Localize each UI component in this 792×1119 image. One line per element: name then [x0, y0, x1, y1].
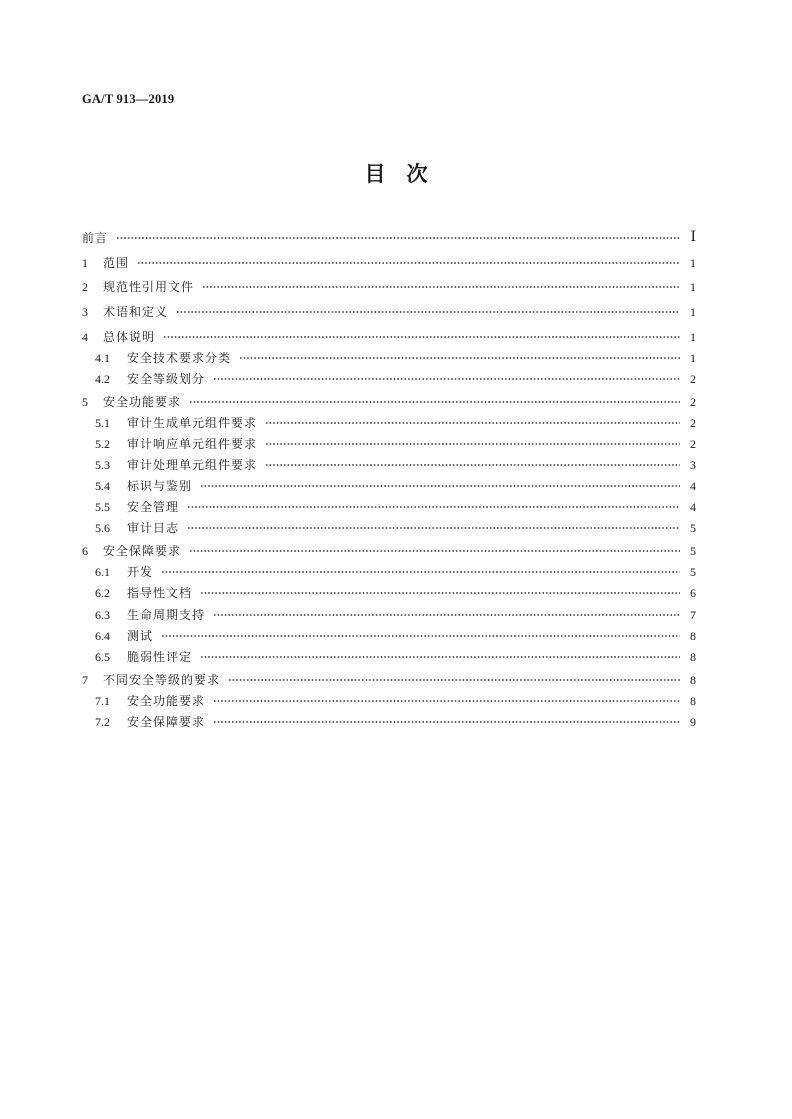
toc-entry-page-number: 1	[690, 329, 696, 344]
toc-dot-leader	[161, 571, 680, 573]
toc-entry-number: 7	[82, 672, 88, 687]
toc-entry[interactable]	[82, 454, 696, 475]
toc-entry-page-number: 1	[690, 350, 696, 365]
toc-entry-label: 安全功能要求	[127, 693, 206, 708]
toc-dot-leader	[116, 237, 680, 239]
toc-entry-page-number: 5	[690, 521, 696, 536]
toc-entry[interactable]	[82, 347, 696, 368]
toc-dot-leader	[137, 262, 680, 264]
toc-entry-label: 测试	[127, 628, 154, 643]
toc-dot-leader	[213, 721, 680, 723]
toc-entry-number: 6.1	[95, 565, 110, 580]
toc-entry[interactable]	[82, 690, 696, 711]
toc-dot-leader	[200, 592, 680, 594]
toc-entry-number: 5.4	[95, 479, 110, 494]
toc-entry[interactable]	[82, 368, 696, 389]
toc-dot-leader	[202, 286, 680, 288]
toc-dot-leader	[228, 679, 680, 681]
toc-dot-leader	[189, 550, 680, 552]
toc-entry-label: 开发	[127, 565, 154, 580]
toc-entry-page-number: 1	[690, 305, 696, 320]
toc-entry-number: 5.3	[95, 457, 110, 472]
toc-entry-page-number: 2	[690, 371, 696, 386]
toc-entry[interactable]	[82, 389, 696, 414]
toc-entry-number: 5.5	[95, 500, 110, 515]
toc-dot-leader	[187, 506, 680, 508]
toc-entry-number: 4.2	[95, 371, 110, 386]
toc-dot-leader	[213, 614, 680, 616]
toc-dot-leader	[265, 422, 680, 424]
toc-entry-number: 5.2	[95, 436, 110, 451]
toc-dot-leader	[265, 464, 680, 466]
toc-entry-label: 审计生成单元组件要求	[127, 415, 258, 430]
toc-entry-number: 5.1	[95, 415, 110, 430]
toc-dot-leader	[176, 311, 680, 313]
toc-entry[interactable]	[82, 604, 696, 625]
toc-entry-page-number: 1	[690, 255, 696, 270]
toc-dot-leader	[213, 378, 680, 380]
toc-entry-number: 6.4	[95, 628, 110, 643]
toc-entry-label: 脆弱性评定	[127, 650, 193, 664]
table-of-contents	[82, 226, 696, 733]
toc-entry-number: 6.2	[95, 586, 110, 601]
toc-entry-page-number: 4	[690, 500, 696, 515]
toc-entry-page-number: Ⅰ	[690, 230, 696, 246]
toc-entry[interactable]	[82, 412, 696, 433]
toc-entry[interactable]	[82, 433, 696, 454]
toc-entry-label: 范围	[103, 255, 130, 270]
toc-entry-page-number: 1	[690, 280, 696, 295]
toc-entry-label: 安全等级划分	[127, 371, 206, 386]
toc-dot-leader	[189, 401, 680, 403]
toc-entry-label: 总体说明	[103, 329, 156, 344]
toc-entry[interactable]	[82, 324, 696, 349]
toc-entry-page-number: 2	[690, 415, 696, 430]
toc-entry-number: 5	[82, 394, 88, 409]
toc-dot-leader	[200, 656, 680, 658]
toc-entry-label: 审计响应单元组件要求	[127, 436, 258, 451]
toc-entry-page-number: 2	[690, 436, 696, 451]
toc-entry-number: 4	[82, 329, 88, 344]
toc-dot-leader	[239, 357, 680, 359]
toc-entry[interactable]	[82, 583, 696, 604]
toc-entry-label: 安全功能要求	[103, 394, 182, 409]
toc-entry-label: 前言	[82, 231, 109, 246]
toc-dot-leader	[161, 635, 680, 637]
toc-entry-number: 6.5	[95, 650, 110, 664]
toc-entry-label: 不同安全等级的要求	[103, 672, 221, 687]
toc-entry-number: 2	[82, 280, 88, 295]
toc-entry[interactable]	[82, 625, 696, 646]
toc-entry[interactable]	[82, 539, 696, 564]
toc-entry[interactable]	[82, 300, 696, 325]
toc-entry[interactable]	[82, 711, 696, 732]
toc-entry-number: 3	[82, 305, 88, 320]
toc-entry-page-number: 5	[690, 565, 696, 580]
toc-entry[interactable]	[82, 226, 696, 251]
toc-entry-page-number: 2	[690, 394, 696, 409]
toc-entry-label: 术语和定义	[103, 305, 169, 320]
toc-entry[interactable]	[82, 497, 696, 518]
toc-entry[interactable]	[82, 668, 696, 693]
toc-entry-label: 安全保障要求	[127, 714, 206, 729]
toc-entry-page-number: 8	[690, 693, 696, 708]
toc-dot-leader	[265, 443, 680, 445]
toc-entry-label: 指导性文档	[127, 586, 193, 601]
toc-dot-leader	[213, 700, 680, 702]
toc-entry[interactable]	[82, 518, 696, 539]
toc-entry-page-number: 4	[690, 479, 696, 494]
toc-entry-number: 6	[82, 544, 88, 559]
toc-entry-label: 审计日志	[127, 521, 180, 536]
toc-entry-page-number: 9	[690, 714, 696, 729]
document-code: GA/T 913—2019	[82, 92, 175, 106]
toc-entry-number: 6.3	[95, 607, 110, 622]
toc-entry-number: 1	[82, 255, 88, 270]
toc-entry-label: 生命周期支持	[127, 607, 206, 622]
toc-entry-page-number: 8	[690, 672, 696, 687]
toc-entry-label: 安全管理	[127, 500, 180, 515]
toc-dot-leader	[187, 527, 680, 529]
toc-entry-page-number: 8	[690, 650, 696, 664]
toc-entry-label: 安全技术要求分类	[127, 350, 232, 365]
toc-entry-page-number: 8	[690, 628, 696, 643]
toc-entry-page-number: 6	[690, 586, 696, 601]
toc-entry-number: 5.6	[95, 521, 110, 536]
toc-entry-label: 标识与鉴别	[127, 479, 193, 494]
toc-entry[interactable]	[82, 476, 696, 497]
toc-entry-page-number: 3	[690, 457, 696, 472]
toc-dot-leader	[163, 336, 680, 338]
toc-entry-number: 7.2	[95, 714, 110, 729]
toc-entry-label: 审计处理单元组件要求	[127, 457, 258, 472]
toc-entry-number: 4.1	[95, 350, 110, 365]
toc-entry[interactable]	[82, 275, 696, 300]
toc-entry-number: 7.1	[95, 693, 110, 708]
toc-entry[interactable]	[82, 646, 696, 667]
toc-entry[interactable]	[82, 562, 696, 583]
toc-dot-leader	[200, 485, 680, 487]
toc-entry-page-number: 5	[690, 544, 696, 559]
page-title: 目 次	[364, 162, 428, 186]
toc-entry[interactable]	[82, 251, 696, 276]
toc-entry-page-number: 7	[690, 607, 696, 622]
toc-entry-label: 安全保障要求	[103, 544, 182, 559]
toc-entry-label: 规范性引用文件	[103, 280, 195, 295]
